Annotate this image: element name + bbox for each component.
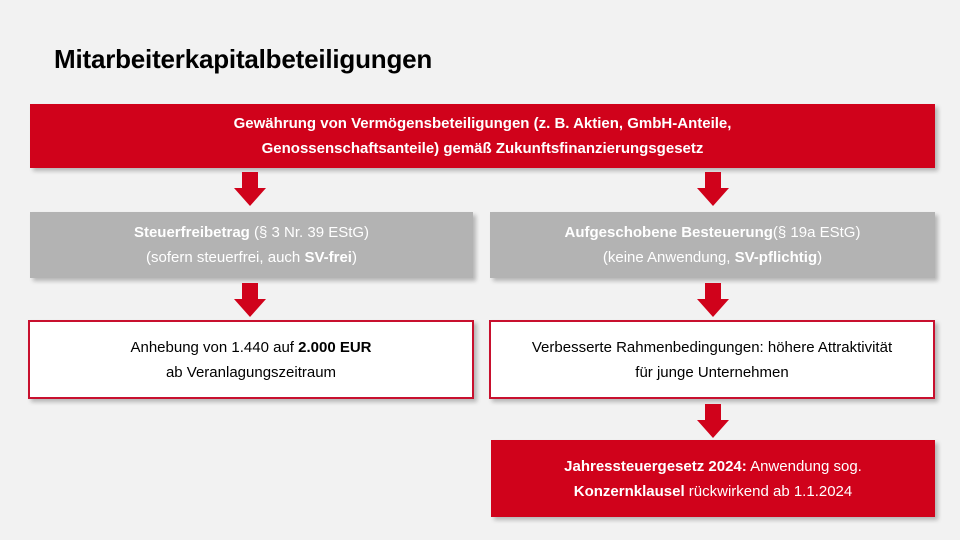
bottom-red-clause: Konzernklausel xyxy=(573,482,685,500)
top-box-line1: Gewährung von Vermögensbeteiligungen (z. B. Aktien, GmbH-Anteile, xyxy=(233,115,732,132)
down-arrow-icon xyxy=(234,283,266,317)
down-arrow-icon xyxy=(697,172,729,206)
left-grey-heading: Steuerfreibetrag xyxy=(133,224,250,241)
bottom-red-line1-post: Anwendung sog. xyxy=(746,457,862,475)
page-title: Mitarbeiterkapitalbeteiligungen xyxy=(54,44,433,74)
bottom-red-line2-post: rückwirkend ab 1.1.2024 xyxy=(684,482,853,500)
bottom-red-box-annual-tax-act xyxy=(491,440,935,517)
right-grey-line2-pre: (keine Anwendung, xyxy=(602,249,735,266)
left-white-line2: ab Veranlagungszeitraum xyxy=(165,363,337,381)
right-white-box-conditions xyxy=(489,320,935,399)
left-grey-sv-status: SV-frei xyxy=(304,249,352,266)
down-arrow-icon xyxy=(697,404,729,438)
left-grey-line2-post: ) xyxy=(351,249,357,266)
left-white-line1-pre: Anhebung von 1.440 auf xyxy=(130,338,299,356)
left-white-box-increase xyxy=(28,320,474,399)
bottom-red-line1 xyxy=(564,454,862,479)
right-white-line2: für junge Unternehmen xyxy=(635,363,789,381)
bottom-red-heading: Jahressteuergesetz 2024: xyxy=(564,457,747,475)
right-grey-heading: Aufgeschobene Besteuerung xyxy=(564,224,773,241)
right-grey-line1 xyxy=(565,220,861,245)
left-white-line1 xyxy=(130,335,371,360)
down-arrow-icon xyxy=(234,172,266,206)
top-box-grant xyxy=(30,104,935,168)
right-grey-line2-post: ) xyxy=(817,249,823,266)
top-box-line2: Genossenschaftsanteile) gemäß Zukunftsfinanzierungsgesetz xyxy=(261,140,704,157)
down-arrow-icon xyxy=(697,283,729,317)
left-grey-line2-pre: (sofern steuerfrei, auch xyxy=(146,249,305,266)
right-grey-sv-status: SV-pflichtig xyxy=(734,249,818,266)
left-grey-line1 xyxy=(134,220,369,245)
bottom-red-line2 xyxy=(574,479,852,504)
right-grey-box-deferred-taxation xyxy=(490,212,935,278)
right-grey-line2 xyxy=(603,245,822,270)
right-white-line1: Verbesserte Rahmenbedingungen: höhere Attraktivität xyxy=(531,338,893,356)
right-grey-ref: (§ 19a EStG) xyxy=(772,224,861,241)
left-grey-ref: (§ 3 Nr. 39 EStG) xyxy=(249,224,370,241)
left-grey-box-tax-allowance xyxy=(30,212,473,278)
left-grey-line2 xyxy=(146,245,357,270)
left-white-amount: 2.000 EUR xyxy=(298,338,372,356)
